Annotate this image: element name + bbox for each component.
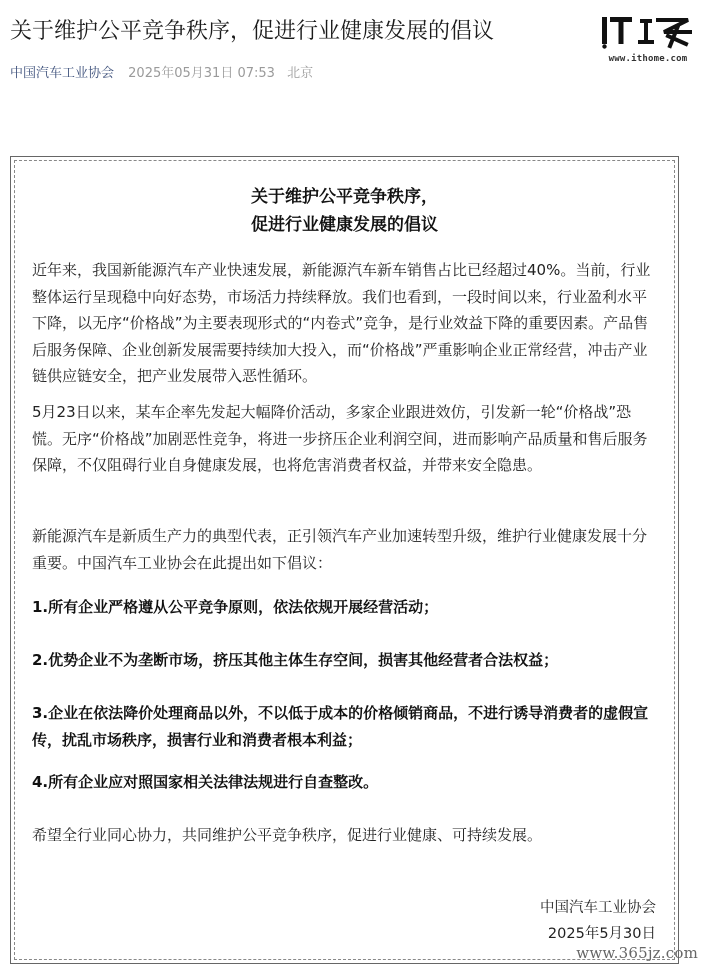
watermark: www.365jz.com [576,944,698,962]
proposal-item-4: 4.所有企业应对照国家相关法律法规进行自查整改。 [32,773,379,791]
proposal-item-2: 2.优势企业不为垄断市场，挤压其他主体生存空间，损害其他经营者合法权益； [32,651,559,669]
document-border [14,160,675,960]
publish-datetime: 2025年05月31日 07:53 [128,66,275,81]
page-title: 关于维护公平竞争秩序，促进行业健康发展的倡议 [10,19,495,44]
ithome-logo[interactable] [600,12,696,68]
proposal-item-3: 3.企业在依法降价处理商品以外，不以低于成本的价格倾销商品，不进行诱导消费者的虚假宣传，扰乱市场秩序，损害行业和消费者根本利益； [32,704,649,749]
paragraph-intro: 近年来，我国新能源汽车产业快速发展，新能源汽车新车销售占比已经超过40%。当前，行业整体运行呈现稳中向好态势，市场活力持续释放。我们也看到，一段时间以来，行业盈利水平下降，以无序“价格战”为主要表现形式的“内卷式”竞争，是行业效益下降的重要因素。产品售后服务保障、企业创新发展需要持续加大投入，而“价格战”严重影响企业正常经营，冲击产业链供应链安全，把产业发展带入恶性循环。 [32,261,651,385]
ithome-logo-icon [600,12,696,52]
publish-location: 北京 [287,66,314,81]
document-title-line-2: 促进行业健康发展的倡议 [251,215,438,235]
document-title [15,183,674,239]
document-image [10,156,679,964]
document-title-line-1: 关于维护公平竞争秩序， [251,187,438,207]
source-link[interactable]: 中国汽车工业协会 [10,66,115,81]
article-meta [10,62,313,81]
paragraph-proposal: 新能源汽车是新质生产力的典型代表，正引领汽车产业加速转型升级，维护行业健康发展十分重要。中国汽车工业协会在此提出如下倡议： [32,527,648,572]
proposal-item-1: 1.所有企业严格遵从公平竞争原则，依法依规开展经营活动； [32,598,439,616]
signature-date: 2025年5月30日 [547,926,656,942]
logo-url: www.ithome.com [608,54,688,64]
paragraph-closing: 希望全行业同心协力，共同维护公平竞争秩序，促进行业健康、可持续发展。 [32,826,543,844]
signature-org: 中国汽车工业协会 [540,900,656,916]
paragraph-price-war: 5月23日以来，某车企率先发起大幅降价活动，多家企业跟进效仿，引发新一轮“价格战”恐慌。无序“价格战”加剧恶性竞争，将进一步挤压企业利润空间，进而影响产品质量和售后服务保障，不仅阻碍行业自身健康发展，也将危害消费者权益，并带来安全隐患。 [32,403,648,474]
signature-block [540,895,656,947]
